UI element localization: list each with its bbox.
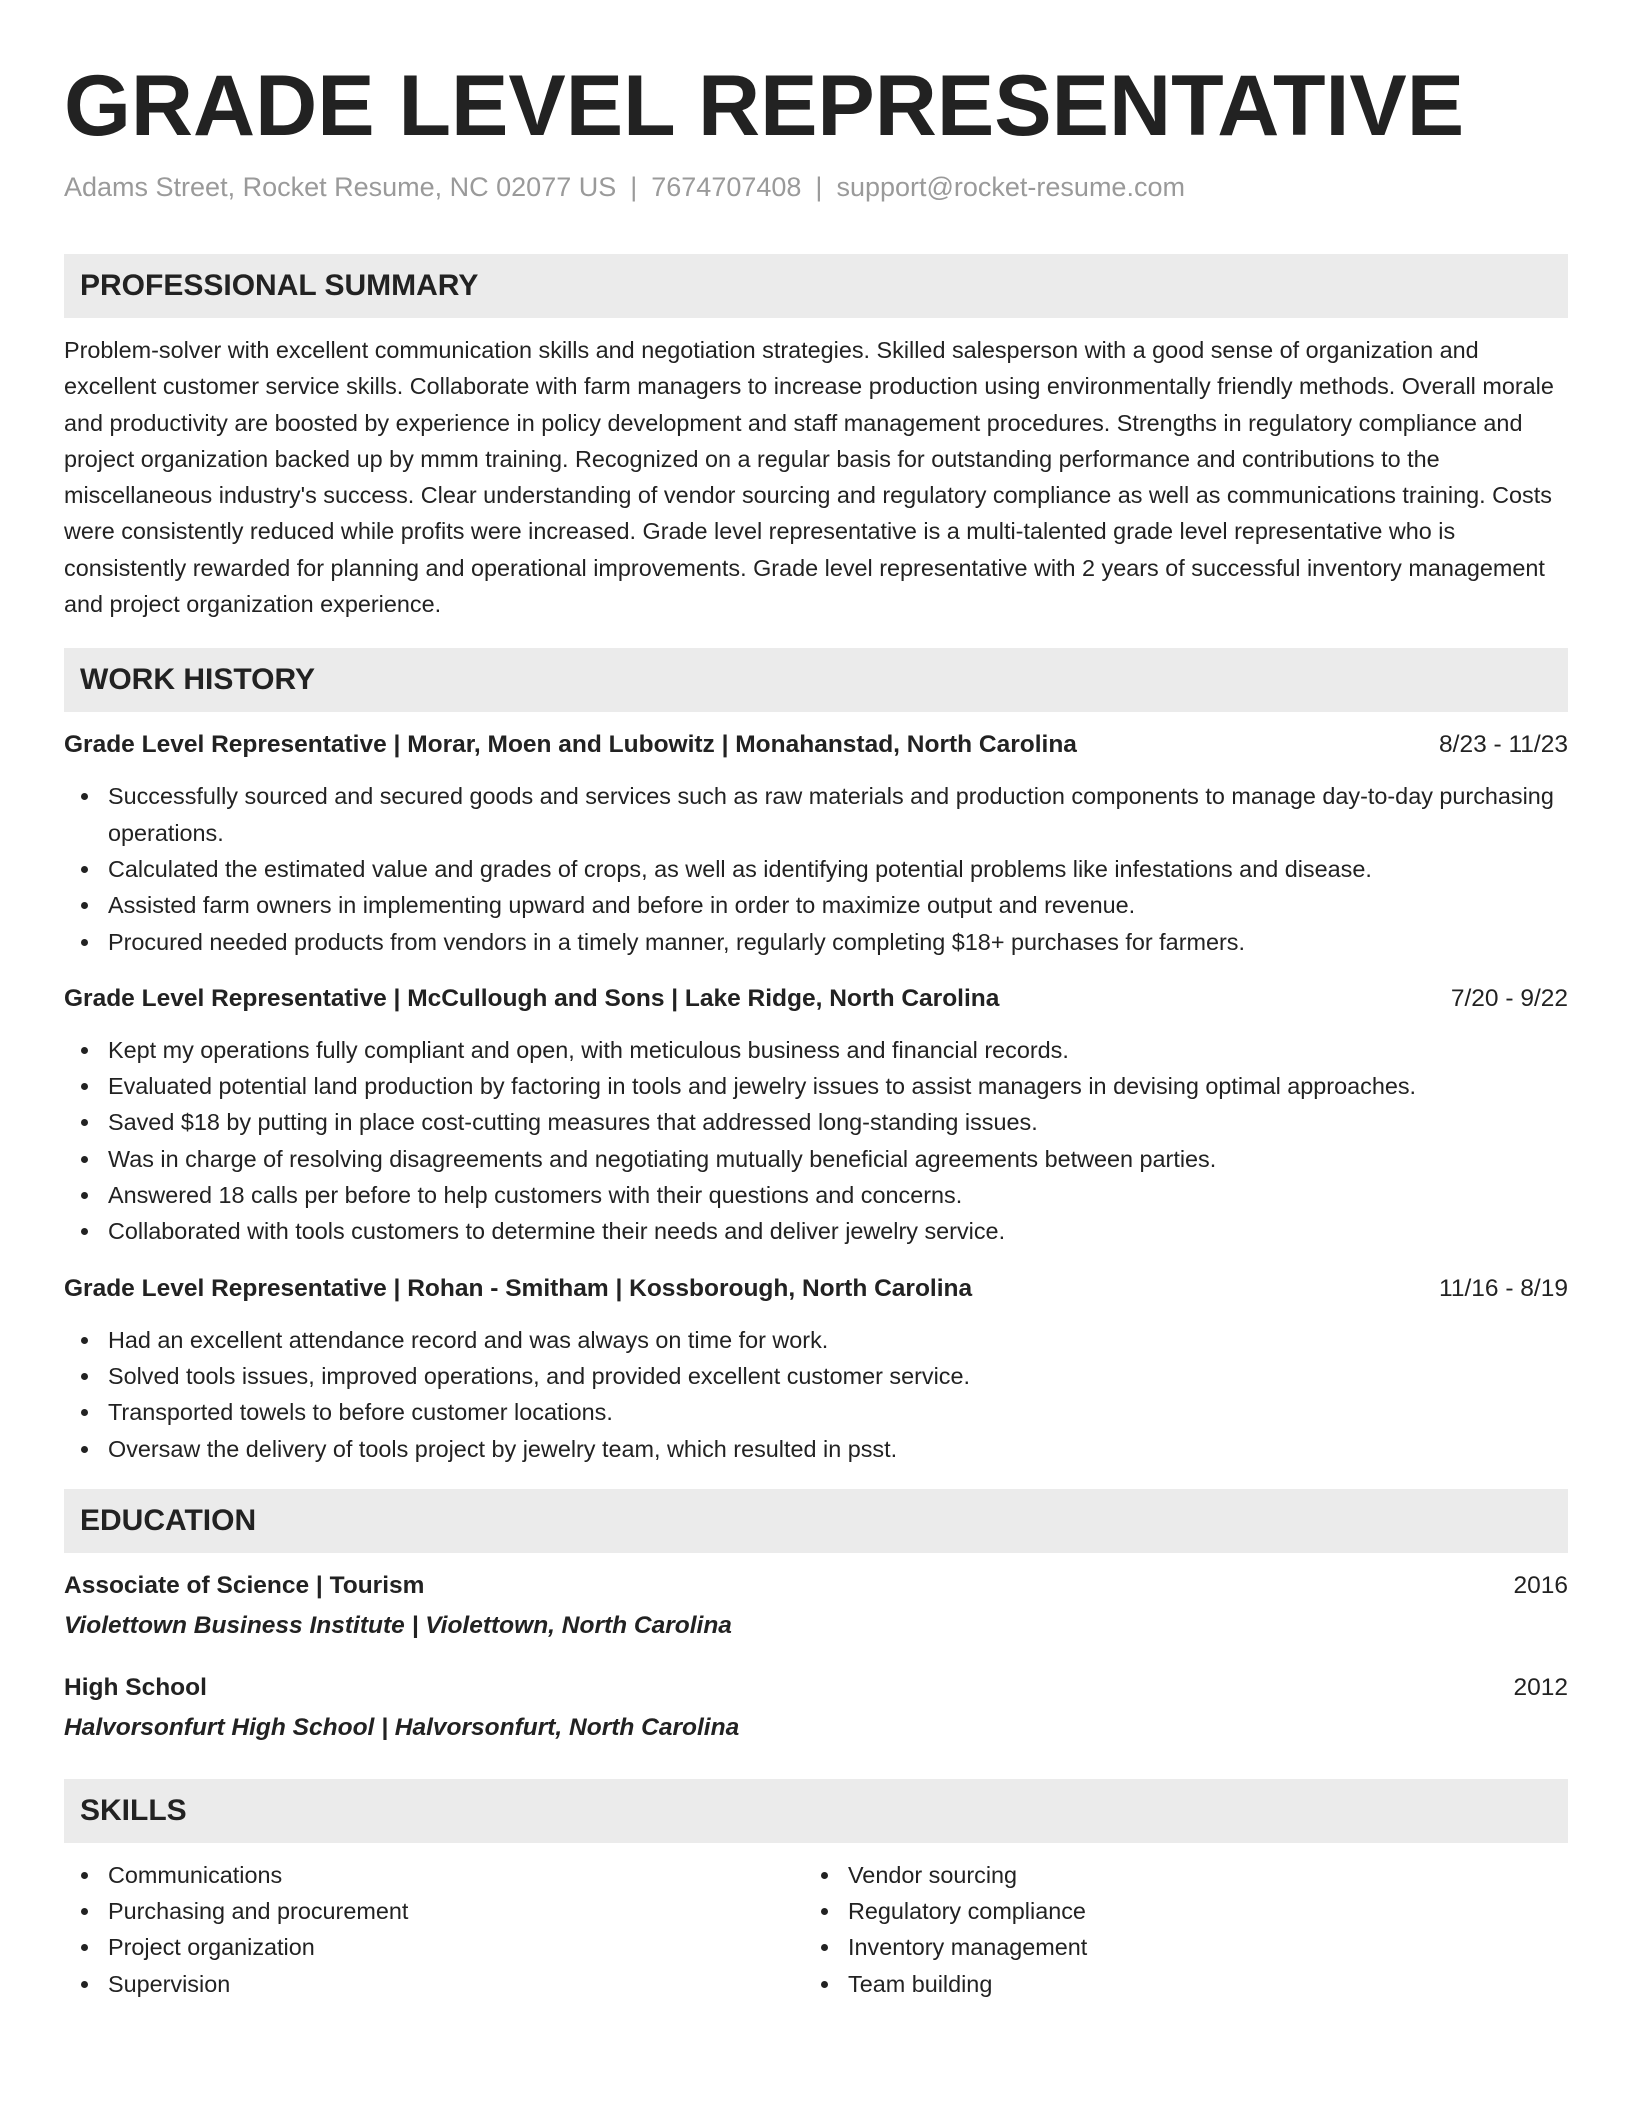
bullet-icon	[821, 1908, 828, 1915]
job-bullet	[64, 778, 1568, 851]
section-header-education: EDUCATION	[64, 1489, 1568, 1553]
bullet-icon	[81, 1228, 88, 1235]
skill-text: Purchasing and procurement	[108, 1898, 409, 1925]
job-bullet-text: Had an excellent attendance record and was always on time for work.	[108, 1326, 829, 1353]
job-dates: 11/16 - 8/19	[1439, 1274, 1568, 1302]
bullet-icon	[81, 1409, 88, 1416]
contact-phone: 7674707408	[651, 172, 802, 202]
job-bullet-text: Saved $18 by putting in place cost-cutting measures that addressed long-standing issues.	[108, 1109, 1038, 1136]
skills-column-right	[804, 1857, 1544, 2002]
job-bullet	[64, 851, 1568, 887]
job-dates: 8/23 - 11/23	[1439, 731, 1568, 759]
skills-list	[804, 1857, 1544, 2002]
bullet-icon	[81, 1119, 88, 1126]
skill-item	[804, 1857, 1544, 1893]
job-bullet-text: Assisted farm owners in implementing upward and before in order to maximize output and revenue.	[108, 892, 1136, 919]
education-school: Halvorsonfurt High School | Halvorsonfurt, North Carolina	[64, 1713, 740, 1741]
education-degree: Associate of Science | Tourism	[64, 1571, 425, 1599]
job-entry	[64, 1272, 1568, 1467]
bullet-icon	[81, 1337, 88, 1344]
education-entry	[64, 1569, 1568, 1643]
job-title: Grade Level Representative | McCullough and Sons | Lake Ridge, North Carolina	[64, 984, 1000, 1012]
bullet-icon	[821, 1872, 828, 1879]
job-bullet	[64, 1141, 1568, 1177]
resume-name: GRADE LEVEL REPRESENTATIVE	[64, 58, 1465, 154]
skill-item	[64, 1966, 804, 2002]
job-bullet-text: Procured needed products from vendors in a timely manner, regularly completing $18+ purchases for farmers.	[108, 928, 1245, 955]
job-bullet-text: Successfully sourced and secured goods and services such as raw materials and production components to manage day-to-day purchasing operations.	[108, 783, 1554, 846]
section-header-skills: SKILLS	[64, 1779, 1568, 1843]
bullet-icon	[81, 939, 88, 946]
job-bullet	[64, 924, 1568, 960]
bullet-icon	[81, 1192, 88, 1199]
bullet-icon	[81, 1373, 88, 1380]
job-bullet	[64, 1213, 1568, 1249]
job-bullet	[64, 1322, 1568, 1358]
bullet-icon	[81, 1908, 88, 1915]
job-bullet	[64, 887, 1568, 923]
job-entry	[64, 728, 1568, 959]
skill-text: Regulatory compliance	[848, 1898, 1086, 1925]
bullet-icon	[81, 793, 88, 800]
education-school: Violettown Business Institute | Violettown, North Carolina	[64, 1611, 732, 1639]
job-bullet	[64, 1032, 1568, 1068]
contact-separator: |	[815, 172, 823, 202]
bullet-icon	[81, 1047, 88, 1054]
job-title: Grade Level Representative | Morar, Moen and Lubowitz | Monahanstad, North Carolina	[64, 731, 1077, 759]
education-year: 2012	[1513, 1673, 1568, 1701]
job-bullet-text: Calculated the estimated value and grades of crops, as well as identifying potential problems like infestations and disease.	[108, 855, 1372, 882]
education-header	[64, 1569, 1568, 1603]
contact-address: Adams Street, Rocket Resume, NC 02077 US	[64, 172, 617, 202]
job-header	[64, 728, 1568, 762]
education-year: 2016	[1513, 1571, 1568, 1599]
education-header	[64, 1671, 1568, 1705]
job-bullet-text: Collaborated with tools customers to determine their needs and deliver jewelry service.	[108, 1218, 1006, 1245]
skill-text: Communications	[108, 1861, 283, 1888]
job-bullet-text: Answered 18 calls per before to help customers with their questions and concerns.	[108, 1182, 963, 1209]
bullet-icon	[81, 902, 88, 909]
skill-text: Vendor sourcing	[848, 1861, 1018, 1888]
bullet-icon	[821, 1981, 828, 1988]
skill-text: Inventory management	[848, 1934, 1088, 1961]
job-bullet-text: Was in charge of resolving disagreements and negotiating mutually beneficial agreements between parties.	[108, 1145, 1217, 1172]
job-bullet	[64, 1358, 1568, 1394]
job-dates: 7/20 - 9/22	[1450, 984, 1568, 1012]
job-bullets	[64, 1322, 1568, 1467]
job-bullet	[64, 1104, 1568, 1140]
section-header-summary: PROFESSIONAL SUMMARY	[64, 254, 1568, 318]
summary-text: Problem-solver with excellent communication skills and negotiation strategies. Skilled salesperson with a good sense of organization and excellent customer service skills. Collaborate with farm managers to increase production using environmentally friendly methods. Overall morale and productivity are boosted by experience in policy development and staff management procedures. Strengths in regulatory compliance and project organization backed up by mmm training. Recognized on a regular basis for outstanding performance and contributions to the miscellaneous industry's success. Clear understanding of vendor sourcing and regulatory compliance as well as communications training. Costs were consistently reduced while profits were increased. Grade level representative is a multi-talented grade level representative who is consistently rewarded for planning and operational improvements. Grade level representative with 2 years of successful inventory management and project organization experience.	[64, 337, 1554, 618]
job-entry	[64, 982, 1568, 1250]
bullet-icon	[81, 1446, 88, 1453]
skills-column-left	[64, 1857, 804, 2002]
skills-list	[64, 1857, 804, 2002]
job-bullet	[64, 1177, 1568, 1213]
contact-line	[64, 170, 1568, 204]
skill-item	[64, 1893, 804, 1929]
job-bullet-text: Oversaw the delivery of tools project by jewelry team, which resulted in psst.	[108, 1435, 898, 1462]
skill-item	[804, 1893, 1544, 1929]
job-header	[64, 982, 1568, 1016]
skill-item	[804, 1929, 1544, 1965]
skill-text: Team building	[848, 1970, 993, 1997]
bullet-icon	[81, 866, 88, 873]
skills-columns	[64, 1857, 1568, 2002]
skill-item	[64, 1929, 804, 1965]
bullet-icon	[81, 1083, 88, 1090]
contact-separator: |	[630, 172, 638, 202]
job-bullets	[64, 1032, 1568, 1250]
skill-text: Project organization	[108, 1934, 315, 1961]
job-bullet	[64, 1394, 1568, 1430]
bullet-icon	[81, 1981, 88, 1988]
job-bullets	[64, 778, 1568, 959]
bullet-icon	[81, 1872, 88, 1879]
education-degree: High School	[64, 1673, 207, 1701]
job-bullet	[64, 1068, 1568, 1104]
job-header	[64, 1272, 1568, 1306]
job-title: Grade Level Representative | Rohan - Smitham | Kossborough, North Carolina	[64, 1274, 973, 1302]
job-bullet-text: Solved tools issues, improved operations, and provided excellent customer service.	[108, 1362, 970, 1389]
skill-item	[64, 1857, 804, 1893]
skill-item	[804, 1966, 1544, 2002]
job-bullet-text: Evaluated potential land production by factoring in tools and jewelry issues to assist managers in devising optimal approaches.	[108, 1073, 1417, 1100]
education-entry	[64, 1671, 1568, 1745]
bullet-icon	[81, 1156, 88, 1163]
job-bullet-text: Kept my operations fully compliant and open, with meticulous business and financial records.	[108, 1036, 1069, 1063]
job-bullet-text: Transported towels to before customer locations.	[108, 1399, 613, 1426]
skill-text: Supervision	[108, 1970, 231, 1997]
section-header-work-history: WORK HISTORY	[64, 648, 1568, 712]
bullet-icon	[81, 1944, 88, 1951]
contact-email: support@rocket-resume.com	[836, 172, 1185, 202]
job-bullet	[64, 1431, 1568, 1467]
bullet-icon	[821, 1944, 828, 1951]
